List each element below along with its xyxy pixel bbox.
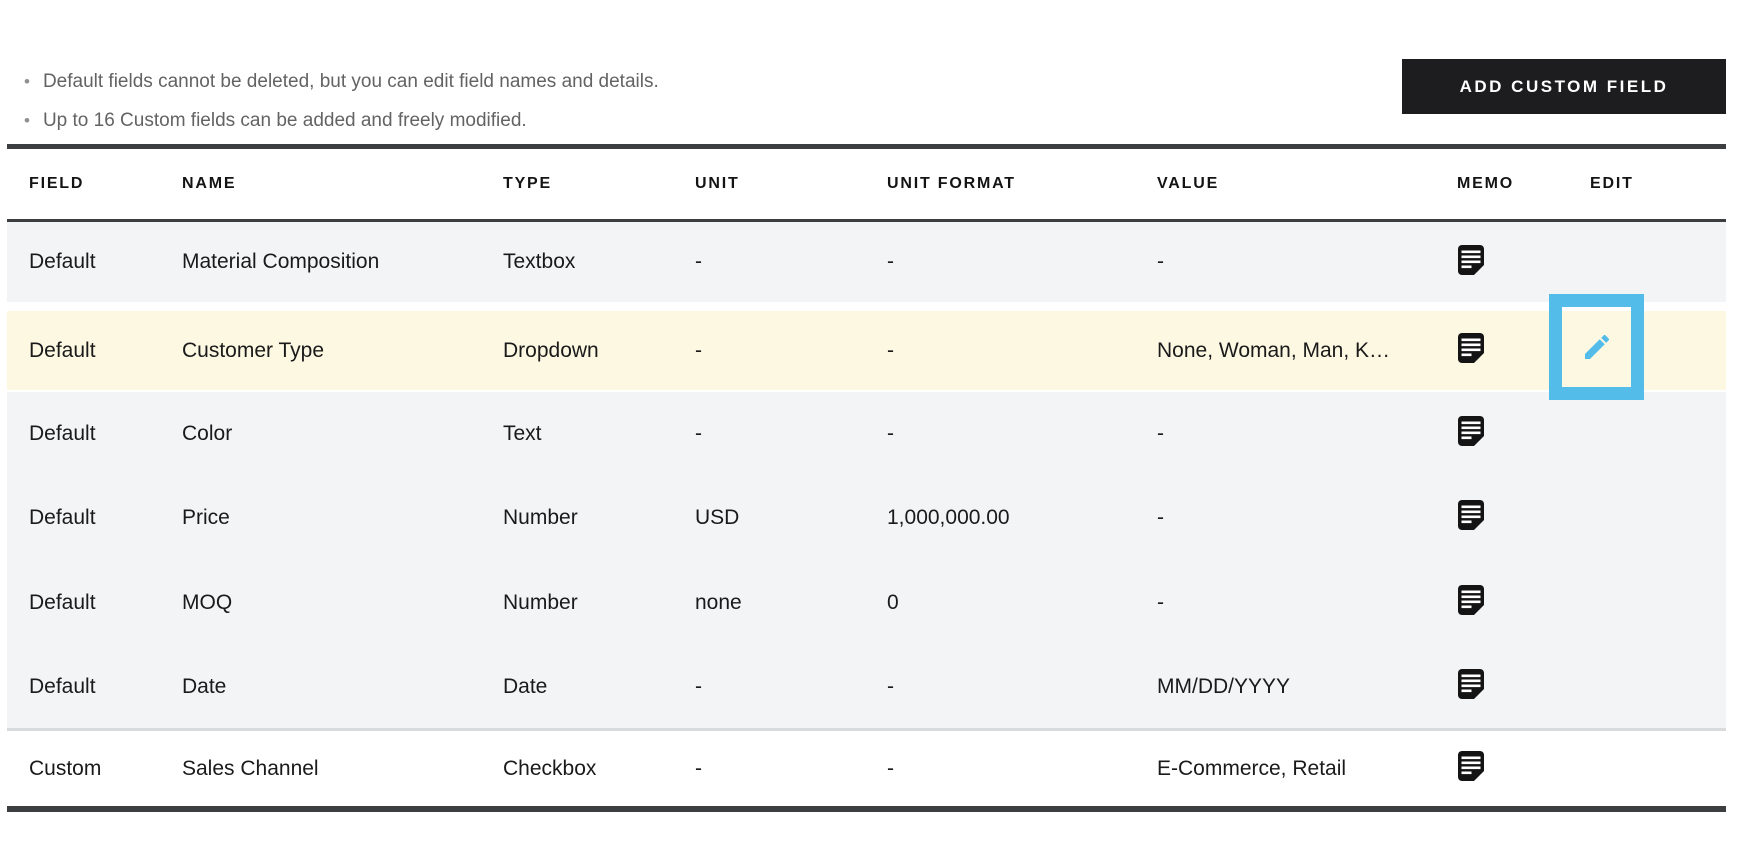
cell-name: Date bbox=[182, 674, 227, 698]
cell-unit-format: 0 bbox=[887, 590, 899, 614]
cell-value: MM/DD/YYYY bbox=[1157, 674, 1291, 698]
note-line bbox=[24, 66, 659, 98]
cell-unit: - bbox=[695, 674, 702, 698]
cell-unit-format: - bbox=[887, 250, 894, 273]
cell-type: Checkbox bbox=[503, 756, 597, 780]
cell-unit-format: - bbox=[887, 338, 894, 362]
column-header-type: TYPE bbox=[503, 175, 552, 192]
table-row-highlighted bbox=[7, 311, 1726, 390]
column-header-field: FIELD bbox=[29, 175, 85, 192]
cell-value: - bbox=[1157, 421, 1164, 445]
custom-fields-table bbox=[7, 144, 1726, 812]
cell-value: - bbox=[1157, 505, 1164, 529]
info-notes bbox=[24, 66, 659, 137]
cell-value: - bbox=[1157, 590, 1164, 614]
cell-field: Default bbox=[29, 505, 96, 529]
cell-unit: - bbox=[695, 421, 702, 445]
table-row bbox=[7, 475, 1726, 560]
memo-icon[interactable] bbox=[1457, 499, 1485, 531]
cell-unit-format: - bbox=[887, 674, 894, 698]
note-line bbox=[24, 105, 659, 137]
bullet-icon: • bbox=[24, 111, 30, 130]
edit-pencil-icon[interactable] bbox=[1581, 331, 1613, 363]
note-text: Default fields cannot be deleted, but you can edit field names and details. bbox=[42, 71, 659, 92]
cell-name: Material Composition bbox=[182, 250, 380, 273]
memo-icon[interactable] bbox=[1457, 415, 1485, 447]
cell-name: Color bbox=[182, 421, 233, 445]
column-header-memo: MEMO bbox=[1457, 175, 1514, 192]
table-row bbox=[7, 731, 1726, 806]
memo-icon[interactable] bbox=[1457, 750, 1485, 782]
cell-type: Number bbox=[503, 505, 578, 529]
table-bottom-border bbox=[7, 806, 1726, 812]
memo-icon[interactable] bbox=[1457, 668, 1485, 700]
column-header-value: VALUE bbox=[1157, 175, 1220, 192]
column-header-name: NAME bbox=[182, 175, 237, 192]
cell-unit-format: 1,000,000.00 bbox=[887, 505, 1010, 529]
column-header-unit-format: UNIT FORMAT bbox=[887, 175, 1016, 192]
cell-type: Number bbox=[503, 590, 578, 614]
cell-type: Textbox bbox=[503, 250, 576, 273]
cell-field: Default bbox=[29, 674, 96, 698]
cell-field: Default bbox=[29, 590, 96, 614]
memo-icon[interactable] bbox=[1457, 584, 1485, 616]
cell-value: - bbox=[1157, 250, 1164, 273]
cell-name: Customer Type bbox=[182, 338, 325, 362]
column-header-edit: EDIT bbox=[1590, 175, 1634, 192]
cell-name: MOQ bbox=[182, 590, 233, 614]
table-row bbox=[7, 222, 1726, 302]
add-custom-field-button[interactable]: ADD CUSTOM FIELD bbox=[1402, 59, 1726, 114]
cell-unit-format: - bbox=[887, 756, 894, 780]
cell-field: Default bbox=[29, 250, 96, 273]
cell-unit: - bbox=[695, 250, 702, 273]
memo-icon[interactable] bbox=[1457, 332, 1485, 364]
note-text: Up to 16 Custom fields can be added and freely modified. bbox=[42, 110, 527, 131]
cell-unit: none bbox=[695, 590, 742, 614]
edit-highlight-box bbox=[1549, 294, 1644, 400]
cell-type: Text bbox=[503, 421, 542, 445]
cell-unit: USD bbox=[695, 505, 740, 529]
table-row bbox=[7, 560, 1726, 645]
cell-unit-format: - bbox=[887, 421, 894, 445]
table-row bbox=[7, 392, 1726, 475]
column-header-unit: UNIT bbox=[695, 175, 740, 192]
cell-value: E-Commerce, Retail bbox=[1157, 756, 1347, 780]
memo-icon[interactable] bbox=[1457, 244, 1485, 276]
cell-type: Date bbox=[503, 674, 548, 698]
bullet-icon: • bbox=[24, 72, 30, 91]
table-row bbox=[7, 645, 1726, 728]
cell-field: Custom bbox=[29, 756, 102, 780]
cell-value: None, Woman, Man, K… bbox=[1157, 338, 1391, 362]
cell-field: Default bbox=[29, 338, 96, 362]
cell-unit: - bbox=[695, 338, 702, 362]
cell-name: Sales Channel bbox=[182, 756, 319, 780]
cell-field: Default bbox=[29, 421, 96, 445]
table-header-row bbox=[7, 149, 1726, 222]
cell-unit: - bbox=[695, 756, 702, 780]
cell-type: Dropdown bbox=[503, 338, 599, 362]
cell-name: Price bbox=[182, 505, 230, 529]
